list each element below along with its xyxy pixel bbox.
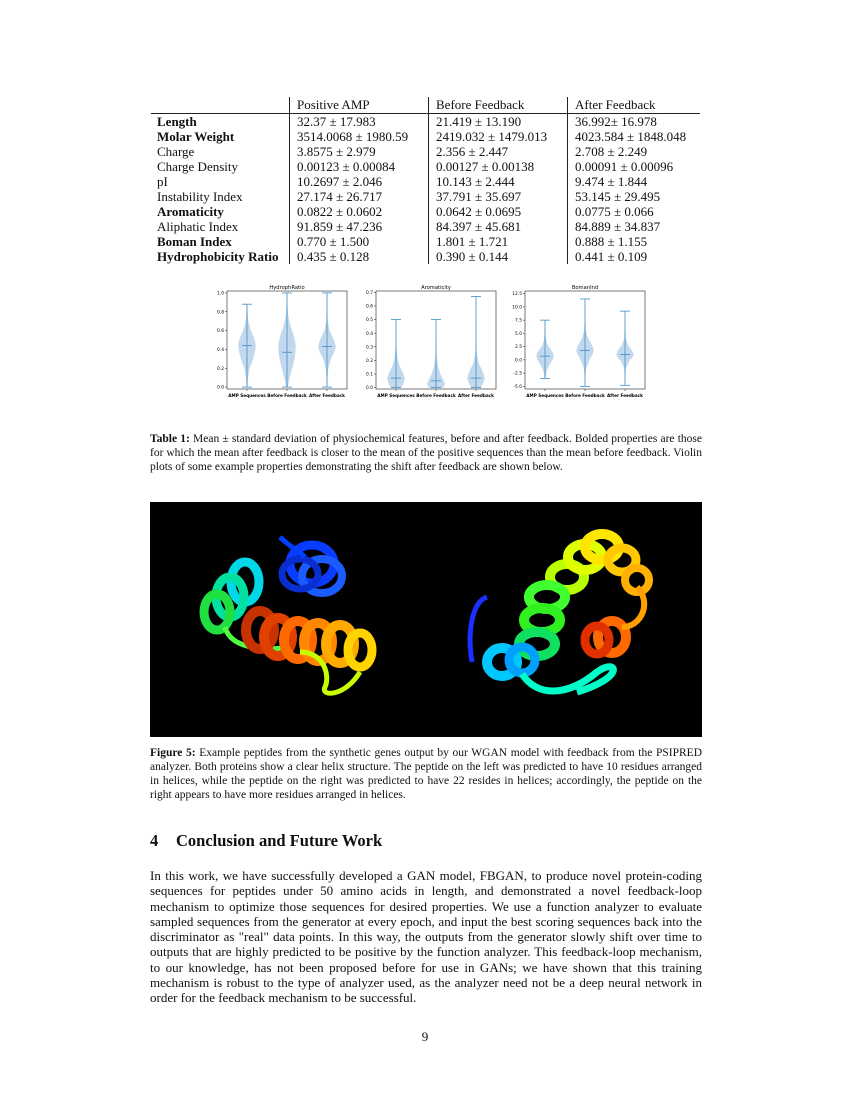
amp-value: 0.435 ± 0.128 (290, 249, 429, 264)
figure-caption-text: Example peptides from the synthetic genes output by our WGAN model with feedback from the PSIPRED analyzer. Both proteins show a clear helix structure. The peptide on the left was predicted to have 10 residues arranged in helices, while the peptide on the right was predicted to have 22 resides in helices; accordingly, the peptide on the right appears to have more residues arranged in helices. (150, 747, 702, 801)
after-value: 53.145 ± 29.495 (568, 189, 701, 204)
chart-title: Aromaticity (421, 285, 451, 291)
before-value: 21.419 ± 13.190 (429, 114, 568, 130)
row-label: Boman Index (157, 234, 232, 249)
violin-plot-bomanind (503, 285, 653, 405)
y-tick-label: 2.5 (515, 345, 522, 351)
y-tick-label: 0.4 (217, 348, 224, 354)
before-value: 10.143 ± 2.444 (429, 174, 568, 189)
before-value: 0.0642 ± 0.0695 (429, 204, 568, 219)
section-number: 4 (150, 831, 159, 850)
row-label: Charge Density (157, 159, 238, 174)
page-number: 9 (421, 1029, 429, 1044)
y-tick-label: 0.8 (217, 310, 224, 316)
table-row (151, 174, 700, 189)
figure-caption-label: Figure 5: (150, 747, 196, 759)
table-header-after-feedback: After Feedback (568, 97, 701, 114)
x-tick-label: After Feedback (309, 393, 345, 398)
y-tick-label: 0.0 (366, 386, 373, 392)
table-row (151, 219, 700, 234)
table-caption-label: Table 1: (150, 433, 190, 445)
section-heading (150, 831, 382, 851)
protein-image-right (427, 502, 702, 737)
protein-image-left (150, 502, 427, 737)
chart-title: HydrophRatio (269, 285, 305, 291)
before-value: 0.390 ± 0.144 (429, 249, 568, 264)
table-row (151, 129, 700, 144)
y-tick-label: 7.5 (515, 318, 522, 324)
chart-title: BomanInd (571, 285, 599, 291)
row-label: Aromaticity (157, 204, 224, 219)
y-tick-label: 12.5 (512, 292, 522, 298)
before-value: 1.801 ± 1.721 (429, 234, 568, 249)
y-tick-label: 0.2 (366, 359, 373, 365)
table-header-empty (151, 97, 290, 114)
y-tick-label: 0.6 (217, 329, 224, 335)
amp-value: 0.0822 ± 0.0602 (290, 204, 429, 219)
amp-value: 3.8575 ± 2.979 (290, 144, 429, 159)
after-value: 0.888 ± 1.155 (568, 234, 701, 249)
y-tick-label: -5.0 (513, 384, 522, 390)
section-body: In this work, we have successfully developed a GAN model, FBGAN, to produce novel protein-coding sequences for peptides under 50 amino acids in length, and demonstrated a novel feedback-loop mechanism to optimize those sequences for desired properties. We use a function analyzer to evaluate sampled sequences from the generator at every epoch, and input the best scoring sequences back into the discriminator as "real" data points. In this way, the outputs from the generator slowly shift over time to outputs that are highly predicted to be positive by the function analyzer. This feedback-loop mechanism, to our knowledge, has not been proposed before for use in GANs; we have shown that this training mechanism is robust to the type of analyzer used, as the analyzer need not be a deep neural network in order for the feedback mechanism to be successful. (150, 868, 702, 1006)
after-value: 2.708 ± 2.249 (568, 144, 701, 159)
table-row (151, 144, 700, 159)
y-tick-label: 0.5 (366, 318, 373, 324)
amp-value: 91.859 ± 47.236 (290, 219, 429, 234)
amp-value: 27.174 ± 26.717 (290, 189, 429, 204)
y-tick-label: 0.0 (217, 385, 224, 391)
amp-value: 3514.0068 ± 1980.59 (290, 129, 429, 144)
violin-plot-aromaticity (354, 285, 504, 405)
y-tick-label: 5.0 (515, 331, 522, 337)
table-body (151, 114, 700, 265)
after-value: 9.474 ± 1.844 (568, 174, 701, 189)
table-row (151, 204, 700, 219)
table-row (151, 249, 700, 264)
before-value: 0.00127 ± 0.00138 (429, 159, 568, 174)
y-tick-label: 0.0 (515, 358, 522, 364)
x-tick-label: Before Feedback (416, 393, 456, 398)
before-value: 37.791 ± 35.697 (429, 189, 568, 204)
figure-caption (150, 746, 702, 802)
table-row (151, 234, 700, 249)
y-tick-label: 10.0 (512, 305, 522, 311)
after-value: 84.889 ± 34.837 (568, 219, 701, 234)
table-row (151, 114, 700, 130)
row-label: Charge (157, 144, 195, 159)
after-value: 0.00091 ± 0.00096 (568, 159, 701, 174)
violin-plot-hydrophratio (205, 285, 355, 405)
helix-yellow (550, 534, 649, 592)
helix-blue (282, 545, 342, 593)
amp-value: 32.37 ± 17.983 (290, 114, 429, 130)
helix-cyan-right (487, 647, 535, 676)
y-tick-label: 0.3 (366, 345, 373, 351)
amp-value: 0.00123 ± 0.00084 (290, 159, 429, 174)
amp-value: 0.770 ± 1.500 (290, 234, 429, 249)
after-value: 36.992± 16.978 (568, 114, 701, 130)
table-row (151, 159, 700, 174)
row-label: Length (157, 114, 197, 129)
table-row (151, 189, 700, 204)
after-value: 4023.584 ± 1848.048 (568, 129, 701, 144)
row-label: Molar Weight (157, 129, 235, 144)
x-tick-label: AMP Sequences (526, 393, 564, 398)
y-tick-label: 1.0 (217, 291, 224, 297)
x-tick-label: Before Feedback (267, 393, 307, 398)
x-tick-label: After Feedback (458, 393, 494, 398)
y-tick-label: 0.1 (366, 372, 373, 378)
y-tick-label: 0.7 (366, 290, 373, 296)
before-value: 2419.032 ± 1479.013 (429, 129, 568, 144)
row-label: Hydrophobicity Ratio (157, 249, 279, 264)
amp-value: 10.2697 ± 2.046 (290, 174, 429, 189)
helix-orange-right (585, 621, 626, 654)
x-tick-label: AMP Sequences (228, 393, 266, 398)
table-header-positive-amp: Positive AMP (290, 97, 429, 114)
x-tick-label: Before Feedback (565, 393, 605, 398)
row-label: Aliphatic Index (157, 219, 239, 234)
after-value: 0.441 ± 0.109 (568, 249, 701, 264)
table-header-before-feedback: Before Feedback (429, 97, 568, 114)
row-label: Instability Index (157, 189, 243, 204)
row-label: pI (157, 174, 168, 189)
properties-table (151, 97, 700, 264)
y-tick-label: 0.6 (366, 304, 373, 310)
y-tick-label: 0.2 (217, 366, 224, 372)
after-value: 0.0775 ± 0.066 (568, 204, 701, 219)
helix-orange (246, 611, 372, 667)
x-tick-label: After Feedback (607, 393, 643, 398)
table-caption (150, 432, 702, 474)
x-tick-label: AMP Sequences (377, 393, 415, 398)
before-value: 84.397 ± 45.681 (429, 219, 568, 234)
before-value: 2.356 ± 2.447 (429, 144, 568, 159)
table-caption-text: Mean ± standard deviation of physiochemical features, before and after feedback. Bolded properties are those for which the mean after feedback is closer to the mean of the positive sequences than the mean before feedback. Violin plots of some example properties demonstrating the shift after feedback are shown below. (150, 433, 702, 473)
y-tick-label: 0.4 (366, 331, 373, 337)
y-tick-label: -2.5 (513, 371, 522, 377)
section-title: Conclusion and Future Work (176, 831, 383, 850)
